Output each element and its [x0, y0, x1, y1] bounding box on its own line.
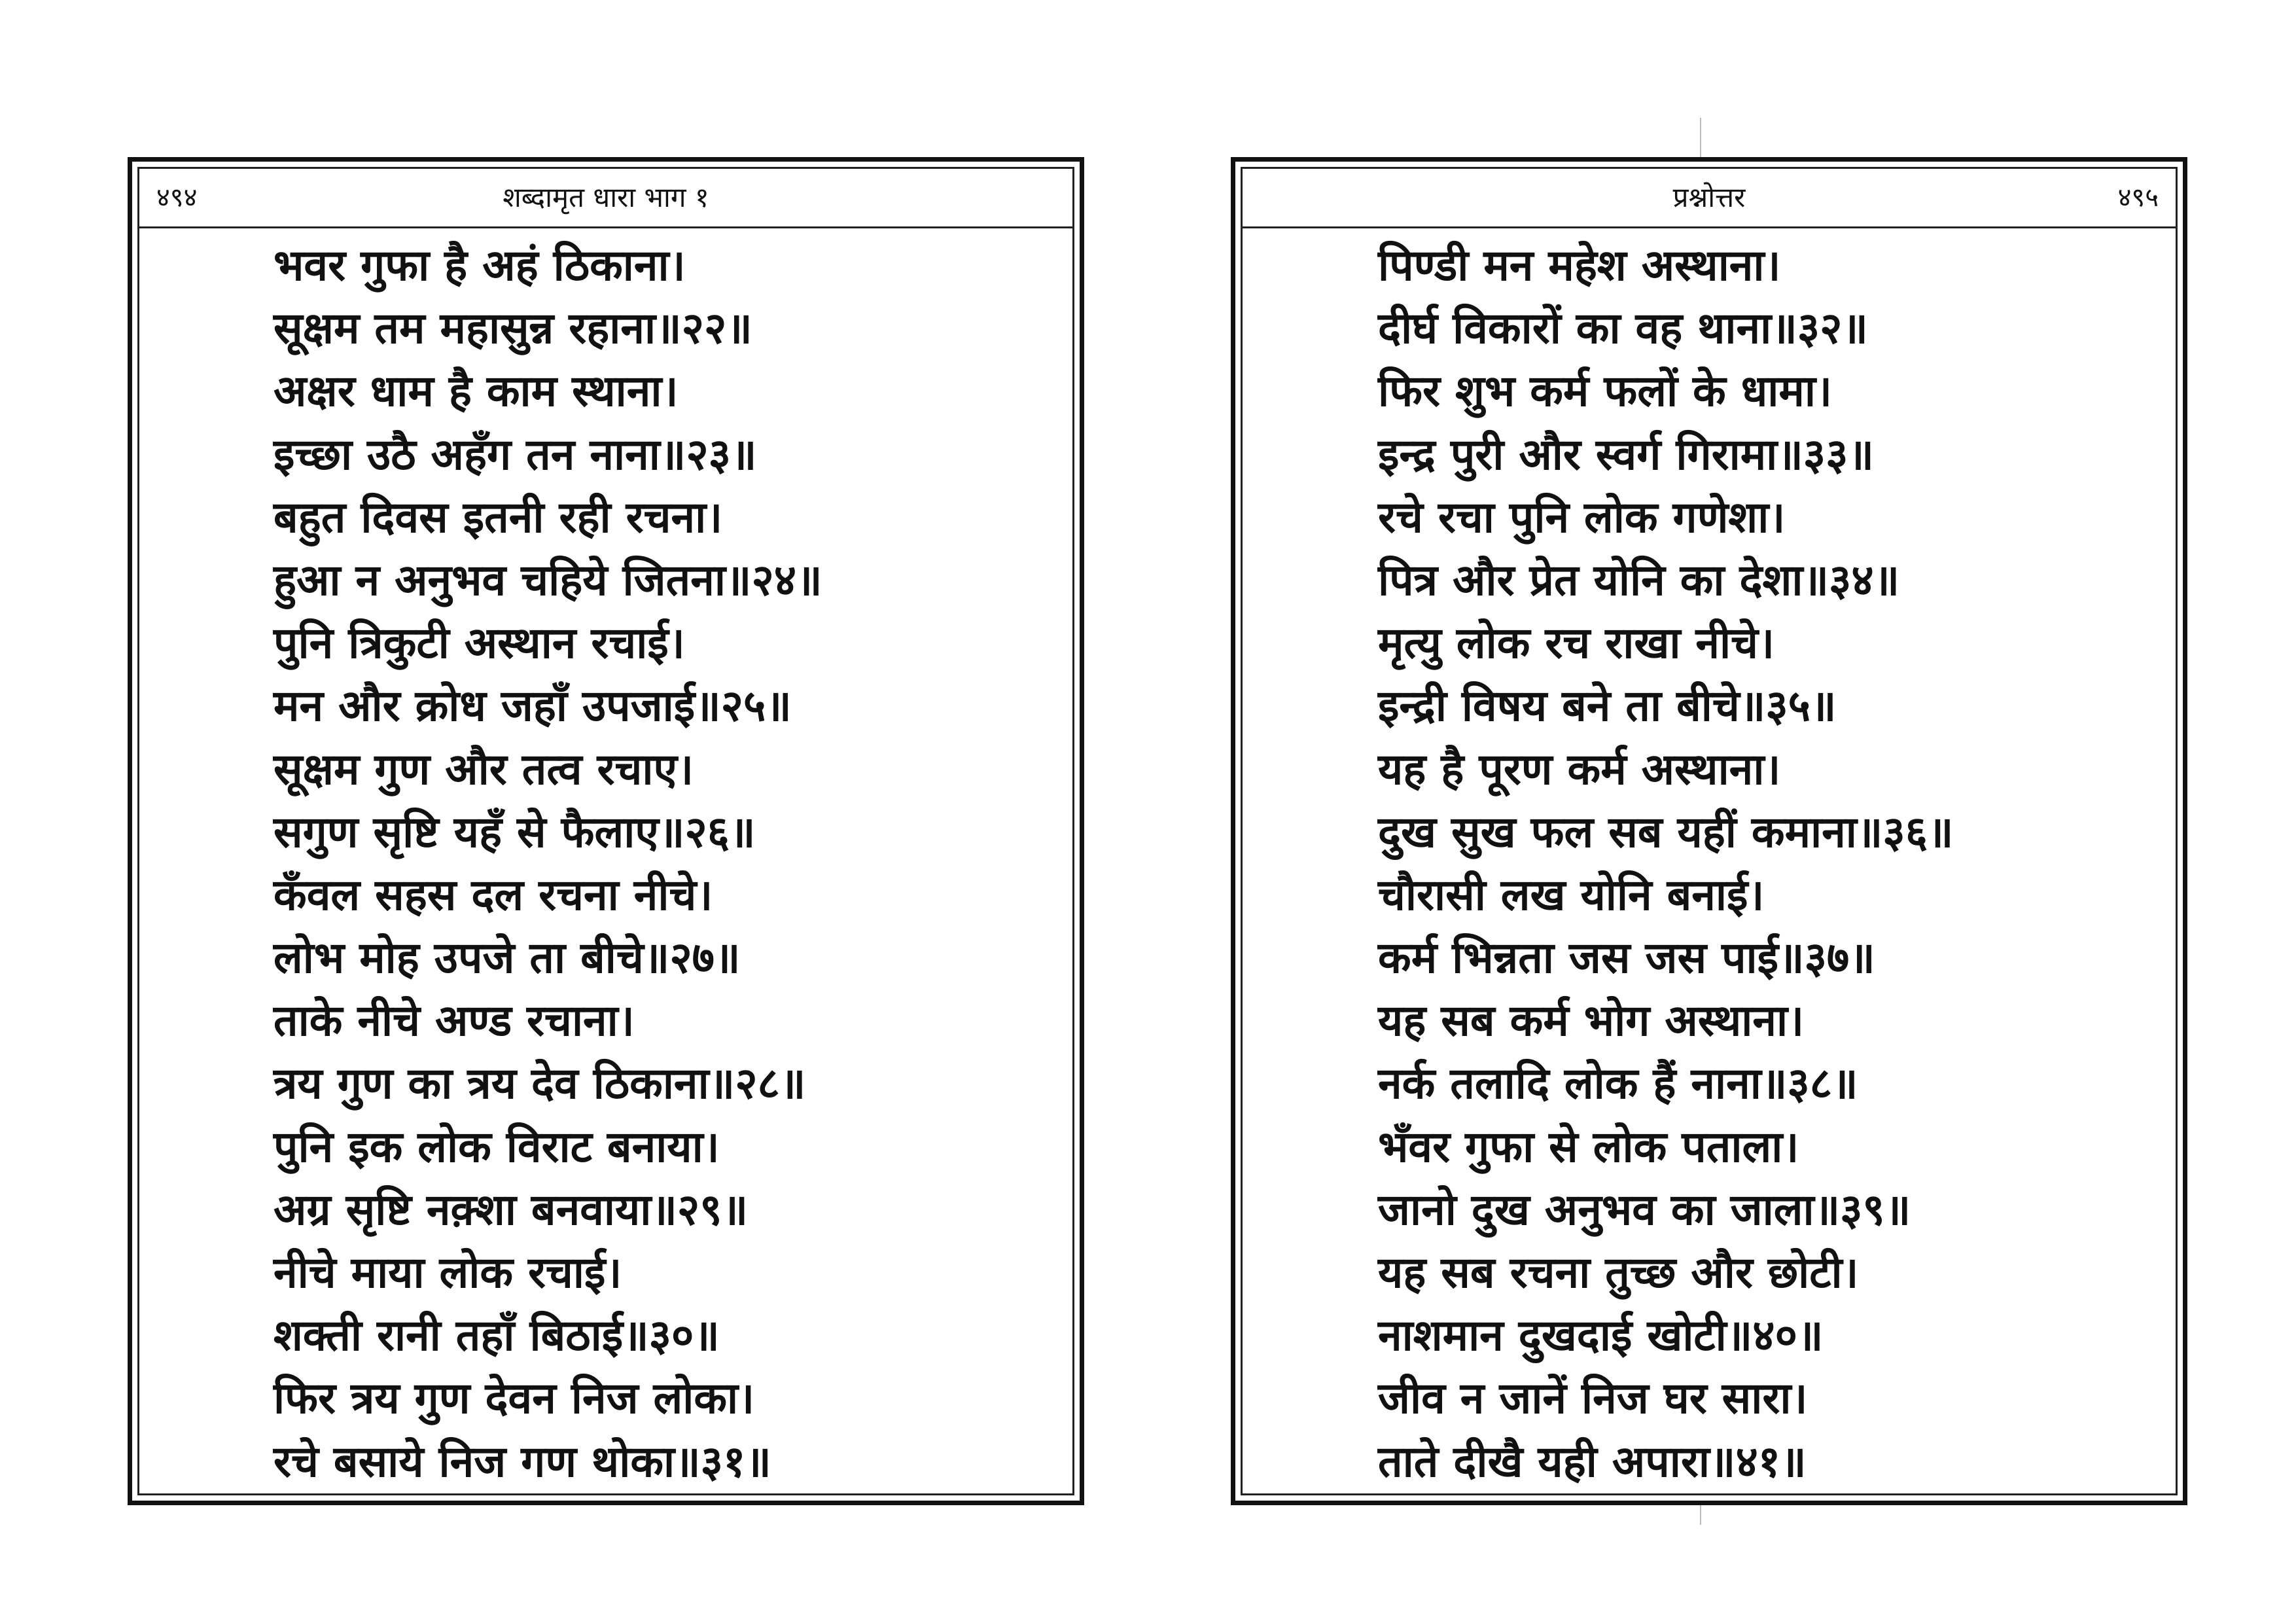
left-page: [128, 157, 1084, 1505]
left-running-title: शब्दामृत धारा भाग १: [503, 181, 709, 213]
verse-line: जीव न जानें निज घर सारा।: [1378, 1373, 1808, 1424]
verse-line: इन्द्री विषय बने ता बीचे॥३५॥: [1378, 681, 1837, 732]
verse-line: भँवर गुफा से लोक पताला।: [1378, 1121, 1799, 1172]
verse-line: बहुत दिवस इतनी रही रचना।: [274, 491, 723, 543]
verse-line: सूक्षम गुण और तत्व रचाए।: [274, 743, 694, 794]
right-page-frame: [1241, 167, 2178, 1495]
verse-line: हुआ न अनुभव चहिये जितना॥२४॥: [274, 554, 822, 605]
right-verse-list: [1378, 234, 2163, 1493]
verse-line: रचे रचा पुनि लोक गणेशा।: [1378, 491, 1786, 543]
verse-line: शक्ती रानी तहाँ बिठाई॥३०॥: [274, 1310, 720, 1361]
verse-line: फिर शुभ कर्म फलों के धामा।: [1378, 366, 1832, 417]
verse-line: यह है पूरण कर्म अस्थाना।: [1378, 743, 1781, 794]
verse-line: ताके नीचे अण्ड रचाना।: [274, 995, 635, 1046]
right-page-number: ४९५: [2117, 183, 2159, 213]
verse-line: नीचे माया लोक रचाई।: [274, 1247, 622, 1298]
verse-line: अग्र सृष्टि नक़्शा बनवाया॥२९॥: [274, 1184, 749, 1235]
verse-line: नाशमान दुखदाई खोटी॥४०॥: [1378, 1310, 1824, 1361]
verse-line: चौरासी लख योनि बनाई।: [1378, 869, 1765, 920]
left-verse-list: [274, 234, 1059, 1493]
verse-line: फिर त्रय गुण देवन निज लोका।: [274, 1373, 755, 1424]
right-running-title: प्रश्नोत्तर: [1672, 181, 1746, 213]
verse-line: यह सब रचना तुच्छ और छोटी।: [1378, 1247, 1859, 1298]
verse-line: भवर गुफा है अहं ठिकाना।: [274, 240, 686, 291]
verse-line: सूक्षम तम महासुन्न रहाना॥२२॥: [274, 303, 752, 354]
verse-line: त्रय गुण का त्रय देव ठिकाना॥२८॥: [274, 1058, 806, 1109]
verse-line: पुनि इक लोक विराट बनाया।: [274, 1121, 720, 1172]
verse-line: सगुण सृष्टि यहँ से फैलाए॥२६॥: [274, 806, 756, 857]
verse-line: नर्क तलादि लोक हैं नाना॥३८॥: [1378, 1058, 1858, 1109]
verse-line: जानो दुख अनुभव का जाला॥३९॥: [1378, 1184, 1911, 1235]
verse-line: इन्द्र पुरी और स्वर्ग गिरामा॥३३॥: [1378, 429, 1874, 480]
verse-line: कर्म भिन्नता जस जस पाई॥३७॥: [1378, 933, 1875, 984]
left-page-header: [139, 169, 1072, 228]
verse-line: मन और क्रोध जहाँ उपजाई॥२५॥: [274, 681, 792, 732]
verse-line: पुनि त्रिकुटी अस्थान रचाई।: [274, 618, 685, 669]
verse-line: इच्छा उठै अहँग तन नाना॥२३॥: [274, 429, 757, 480]
verse-line: दुख सुख फल सब यहीं कमाना॥३६॥: [1378, 806, 1954, 857]
left-page-frame: [137, 167, 1074, 1495]
verse-line: अक्षर धाम है काम स्थाना।: [274, 366, 679, 417]
verse-line: रचे बसाये निज गण थोका॥३१॥: [274, 1436, 771, 1487]
right-page-header: [1243, 169, 2176, 228]
verse-line: पित्र और प्रेत योनि का देशा॥३४॥: [1378, 554, 1900, 605]
verse-line: यह सब कर्म भोग अस्थाना।: [1378, 995, 1805, 1046]
left-page-number: ४९४: [156, 183, 198, 213]
right-page: [1231, 157, 2187, 1505]
verse-line: ताते दीखै यही अपारा॥४१॥: [1378, 1436, 1807, 1487]
verse-line: दीर्घ विकारों का वह थाना॥३२॥: [1378, 303, 1868, 354]
verse-line: पिण्डी मन महेश अस्थाना।: [1378, 240, 1781, 291]
verse-line: मृत्यु लोक रच राखा नीचे।: [1378, 618, 1775, 669]
verse-line: कँवल सहस दल रचना नीचे।: [274, 869, 713, 920]
verse-line: लोभ मोह उपजे ता बीचे॥२७॥: [274, 933, 741, 984]
